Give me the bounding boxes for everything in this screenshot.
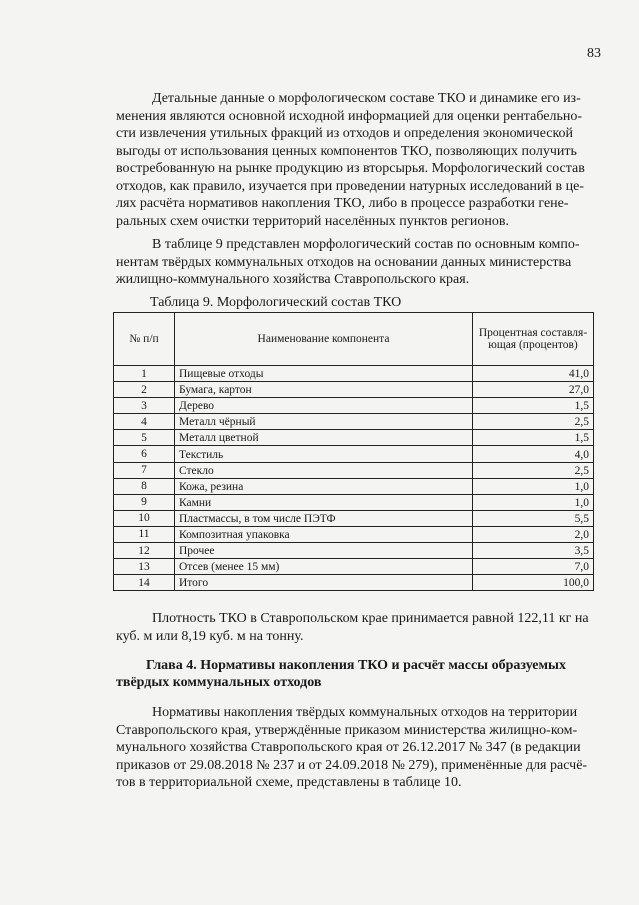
row-pct: 1,0	[473, 478, 594, 494]
text-line: куб. м или 8,19 куб. м на тонну.	[116, 628, 304, 644]
row-pct: 2,0	[473, 526, 594, 542]
row-name: Металл цветной	[175, 430, 473, 446]
page-number: 83	[587, 46, 601, 61]
row-name: Прочее	[175, 543, 473, 559]
row-pct: 2,5	[473, 414, 594, 430]
table-row	[114, 414, 594, 430]
row-pct: 1,0	[473, 494, 594, 510]
row-num: 2	[114, 382, 175, 398]
row-num: 12	[114, 543, 175, 559]
table-intro-paragraph	[116, 236, 596, 289]
table-row	[114, 543, 594, 559]
row-num: 8	[114, 478, 175, 494]
row-num: 1	[114, 366, 175, 382]
table-row	[114, 382, 594, 398]
row-name: Стекло	[175, 462, 473, 478]
row-num: 13	[114, 559, 175, 575]
row-name: Кожа, резина	[175, 478, 473, 494]
table-row	[114, 494, 594, 510]
row-name: Текстиль	[175, 446, 473, 462]
row-num: 11	[114, 526, 175, 542]
heading-line: твёрдых коммунальных отходов	[116, 675, 322, 690]
row-pct: 4,0	[473, 446, 594, 462]
row-name: Камни	[175, 494, 473, 510]
text-line: Ставропольского края, утверждённые приказом министерства жилищно-ком-	[116, 722, 578, 738]
header-name: Наименование компонента	[175, 313, 473, 366]
header-num: № п/п	[114, 313, 175, 366]
row-num: 5	[114, 430, 175, 446]
text-line: жилищно-коммунального хозяйства Ставропольского края.	[116, 272, 470, 287]
row-pct: 1,5	[473, 398, 594, 414]
text-line: лях расчёта нормативов накопления ТКО, либо в процессе разработки гене-	[116, 196, 569, 211]
text-line: сти извлечения утильных фракций из отходов и определения экономической	[116, 126, 574, 141]
text-line: мунального хозяйства Ставропольского края от 26.12.2017 № 347 (в редакции	[116, 740, 581, 755]
row-name: Итого	[175, 575, 473, 591]
table-row	[114, 510, 594, 526]
text-line: В таблице 9 представлен морфологический состав по основным компо-	[152, 237, 580, 252]
table-row	[114, 366, 594, 382]
table-row	[114, 430, 594, 446]
row-name: Пластмассы, в том числе ПЭТФ	[175, 510, 473, 526]
row-name: Пищевые отходы	[175, 366, 473, 382]
row-name: Металл чёрный	[175, 414, 473, 430]
row-num: 9	[114, 494, 175, 510]
table-row	[114, 462, 594, 478]
row-name: Бумага, картон	[175, 382, 473, 398]
text-line: выгоды от использования ценных компонентов ТКО, позволяющих получить	[116, 143, 577, 159]
row-num: 6	[114, 446, 175, 462]
row-num: 3	[114, 398, 175, 414]
table-row-total	[114, 575, 594, 591]
row-pct: 41,0	[473, 366, 594, 382]
text-line: Плотность ТКО в Ставропольском крае принимается равной 122,11 кг на	[152, 611, 589, 626]
text-line: востребованную на рынке продукцию из вторсырья. Морфологический состав	[116, 161, 585, 176]
row-pct: 27,0	[473, 382, 594, 398]
intro-paragraph	[116, 90, 596, 230]
chapter-heading	[116, 657, 596, 691]
table-row	[114, 478, 594, 494]
table-row	[114, 559, 594, 575]
row-name: Дерево	[175, 398, 473, 414]
morphology-table	[113, 312, 594, 591]
text-line: приказов от 29.08.2018 № 237 и от 24.09.2018 № 279), применённые для расчё-	[116, 757, 588, 773]
density-paragraph	[116, 610, 596, 645]
text-line: тов в территориальной схеме, представлены в таблице 10.	[116, 775, 462, 790]
row-num: 14	[114, 575, 175, 591]
row-pct: 1,5	[473, 430, 594, 446]
row-name: Композитная упаковка	[175, 526, 473, 542]
table-header-row	[114, 313, 594, 366]
row-num: 7	[114, 462, 175, 478]
table-row	[114, 446, 594, 462]
text-line: нентам твёрдых коммунальных отходов на основании данных министерства	[116, 254, 572, 270]
table-caption: Таблица 9. Морфологический состав ТКО	[150, 295, 402, 310]
table-row	[114, 398, 594, 414]
row-num: 10	[114, 510, 175, 526]
text-line: менения являются основной исходной информацией для оценки рентабельно-	[116, 108, 582, 124]
text-line: ральных схем очистки территорий населённых пунктов регионов.	[116, 213, 509, 229]
row-pct: 5,5	[473, 510, 594, 526]
table-row	[114, 526, 594, 542]
text-line: Детальные данные о морфологическом составе ТКО и динамике его из-	[152, 91, 581, 106]
row-pct: 7,0	[473, 559, 594, 575]
row-pct: 100,0	[473, 575, 594, 591]
row-name: Отсев (менее 15 мм)	[175, 559, 473, 575]
row-pct: 3,5	[473, 543, 594, 559]
row-pct: 2,5	[473, 462, 594, 478]
heading-line: Глава 4. Нормативы накопления ТКО и расчёт массы образуемых	[146, 658, 566, 673]
norms-paragraph	[116, 704, 596, 792]
row-num: 4	[114, 414, 175, 430]
text-line: Нормативы накопления твёрдых коммунальных отходов на территории	[152, 705, 578, 720]
header-pct: Процентная составля-ющая (процентов)	[473, 313, 594, 366]
text-line: отходов, как правило, изучается при проведении натурных исследований в це-	[116, 178, 584, 194]
